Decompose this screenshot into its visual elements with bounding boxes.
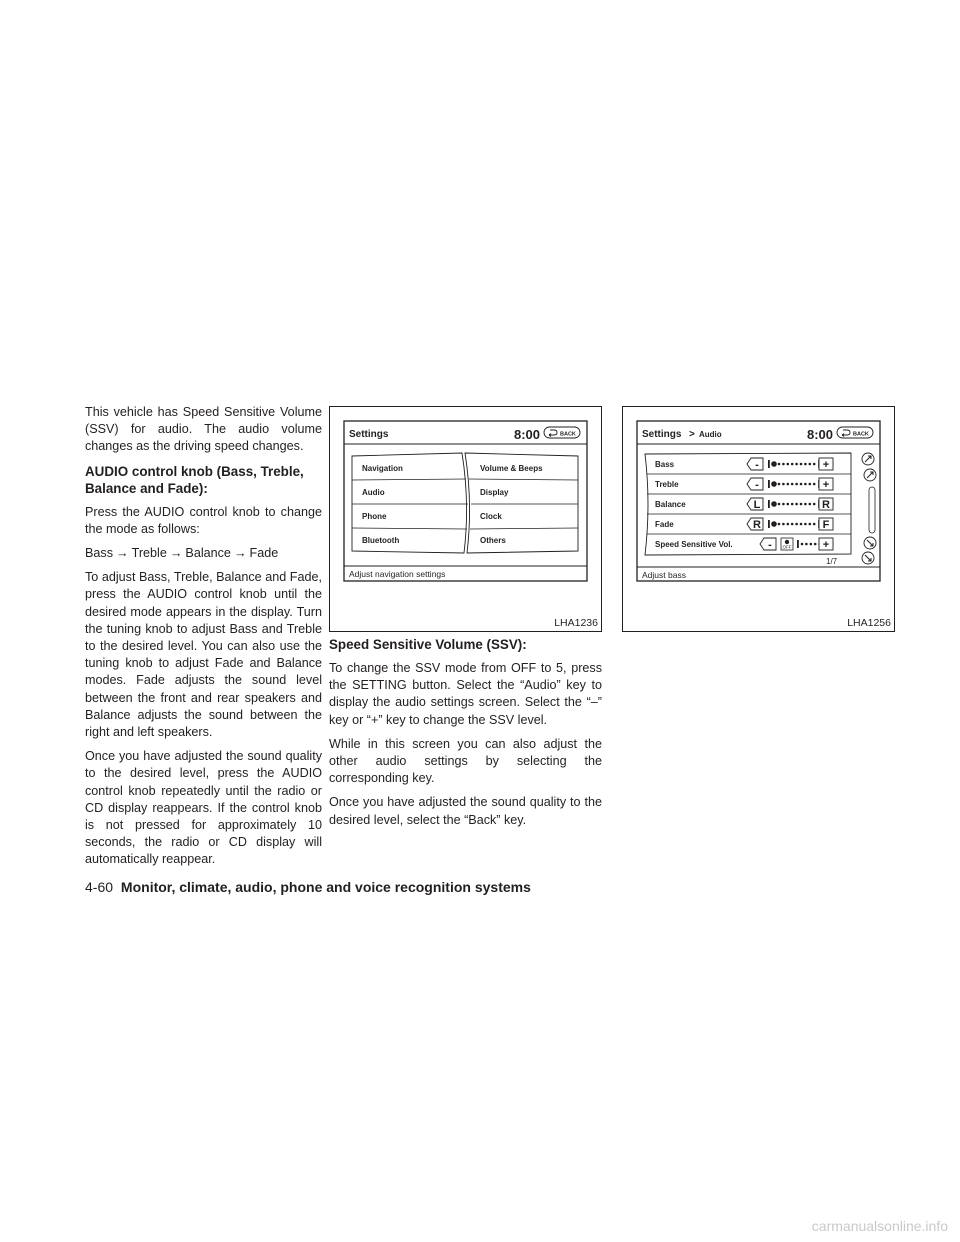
breadcrumb-separator: > <box>689 429 695 440</box>
scroll-down-button[interactable] <box>864 537 876 549</box>
arrow-icon: → <box>116 546 129 561</box>
screen-title: Settings <box>349 429 389 440</box>
row-label: Fade <box>655 520 674 529</box>
screen-subtitle: Audio <box>699 430 722 439</box>
ssv-instruction-paragraph: To change the SSV mode from OFF to 5, press the SETTING button. Select the “Audio” key to display the audio settings screen. Select the “–” key or “+” key to change the SSV level. <box>329 661 602 727</box>
row-left-symbol: - <box>755 479 759 491</box>
audio-row <box>647 478 851 494</box>
row-left-symbol: R <box>753 519 761 531</box>
sequence-fade: Fade <box>249 546 279 561</box>
menu-others[interactable]: Others <box>480 536 506 545</box>
audio-row <box>647 498 851 514</box>
settings-menu-right <box>465 453 578 553</box>
menu-display[interactable]: Display <box>480 488 509 497</box>
row-left-button[interactable] <box>760 538 776 551</box>
reappear-paragraph: Once you have adjusted the sound quality to the desired level, press the AUDIO control knob repeatedly until the radio or CD display reappears. If the control knob is not pressed for approximately 10 seconds, the radio or CD display will automatically reappear. <box>85 749 322 867</box>
figure-id: LHA1236 <box>554 617 598 629</box>
audio-knob-heading: AUDIO control knob (Bass, Treble, Balance and Fade): <box>85 463 304 496</box>
row-right-symbol: F <box>822 519 830 531</box>
ssv-off-label: OFF <box>782 544 792 550</box>
mode-instruction-paragraph: Press the AUDIO control knob to change the mode as follows: <box>85 504 322 536</box>
arrow-icon: → <box>233 546 247 561</box>
row-left-button[interactable] <box>747 478 763 491</box>
sequence-treble: Treble <box>131 546 167 561</box>
row-right-symbol: + <box>822 479 830 491</box>
level-scale[interactable] <box>768 520 820 528</box>
watermark: carmanualsonline.info <box>811 1218 948 1234</box>
level-marker <box>771 501 777 507</box>
audio-settings-screen-illustration <box>623 407 896 633</box>
row-right-symbol: + <box>822 459 830 471</box>
back-key-paragraph: Once you have adjusted the sound quality to the desired level, select the “Back” key. <box>329 795 602 827</box>
status-bar-text: Adjust navigation settings <box>349 569 446 579</box>
menu-navigation[interactable]: Navigation <box>362 464 403 473</box>
ssv-off-indicator <box>781 538 793 550</box>
mode-sequence <box>85 545 322 562</box>
left-column <box>85 404 322 876</box>
row-right-button[interactable] <box>819 518 833 531</box>
scroll-bottom-button[interactable] <box>862 552 874 564</box>
row-left-symbol: - <box>768 539 772 551</box>
row-right-button[interactable] <box>819 458 833 471</box>
row-label: Bass <box>655 460 675 469</box>
level-scale[interactable] <box>768 480 820 488</box>
screen-title: Settings <box>642 429 682 440</box>
clock-display: 8:00 <box>514 427 541 442</box>
settings-screen-figure <box>329 406 602 632</box>
level-marker <box>771 461 777 467</box>
scroll-top-button[interactable] <box>862 453 874 465</box>
back-label: BACK <box>560 431 576 438</box>
menu-audio[interactable]: Audio <box>362 488 385 497</box>
row-label: Treble <box>655 480 679 489</box>
sequence-bass: Bass <box>85 546 113 561</box>
row-right-button[interactable] <box>819 478 833 491</box>
settings-screen-illustration <box>330 407 603 633</box>
back-label: BACK <box>853 431 869 438</box>
row-left-button[interactable] <box>747 458 763 471</box>
menu-volume-beeps[interactable]: Volume & Beeps <box>480 464 543 473</box>
audio-row <box>647 458 851 474</box>
other-settings-paragraph: While in this screen you can also adjust the other audio settings by selecting the corresponding key. <box>329 736 602 786</box>
page-footer <box>85 878 531 896</box>
page-number: 4-60 <box>85 879 114 895</box>
row-right-symbol: + <box>822 539 830 551</box>
clock-display: 8:00 <box>807 427 834 442</box>
back-button[interactable] <box>837 427 873 438</box>
audio-row <box>647 518 851 534</box>
row-left-symbol: - <box>755 459 759 471</box>
sequence-balance: Balance <box>185 546 231 561</box>
level-scale[interactable] <box>768 500 820 508</box>
row-left-button[interactable] <box>747 518 763 531</box>
ssv-heading: Speed Sensitive Volume (SSV): <box>329 637 527 652</box>
row-left-symbol: L <box>753 499 761 511</box>
level-scale[interactable] <box>768 460 820 468</box>
figure-id: LHA1256 <box>847 617 891 629</box>
settings-menu-left <box>352 453 468 553</box>
audio-settings-screen-figure <box>622 406 895 632</box>
menu-bluetooth[interactable]: Bluetooth <box>362 536 400 545</box>
scrollbar[interactable] <box>869 487 875 533</box>
menu-clock[interactable]: Clock <box>480 512 502 521</box>
row-right-button[interactable] <box>819 538 833 551</box>
arrow-icon: → <box>169 546 183 561</box>
level-marker <box>771 521 777 527</box>
row-label: Balance <box>655 500 686 509</box>
right-column <box>329 636 602 836</box>
menu-phone[interactable]: Phone <box>362 512 387 521</box>
audio-row <box>655 538 833 551</box>
back-button[interactable] <box>544 427 580 438</box>
adjust-paragraph: To adjust Bass, Treble, Balance and Fade, press the AUDIO control knob until the desired mode appears in the display. Turn the tuning knob to adjust Bass and Treble to the desired level. You can also use the tuning knob to adjust Fade and Balance modes. Fade adjusts the sound level between the front and rear speakers and Balance adjusts the sound between the right and left speakers. <box>85 570 322 740</box>
row-right-symbol: R <box>822 499 830 511</box>
ssv-intro-paragraph: This vehicle has Speed Sensitive Volume (SSV) for audio. The audio volume changes as the driving speed changes. <box>85 405 322 454</box>
status-bar-text: Adjust bass <box>642 570 686 580</box>
section-title: Monitor, climate, audio, phone and voice recognition systems <box>120 879 531 895</box>
scroll-up-button[interactable] <box>864 469 876 481</box>
row-label: Speed Sensitive Vol. <box>655 540 733 549</box>
page-indicator: 1/7 <box>826 557 838 566</box>
row-left-button[interactable] <box>747 498 763 511</box>
audio-rows <box>647 458 851 551</box>
level-marker <box>771 481 777 487</box>
row-right-button[interactable] <box>819 498 833 511</box>
